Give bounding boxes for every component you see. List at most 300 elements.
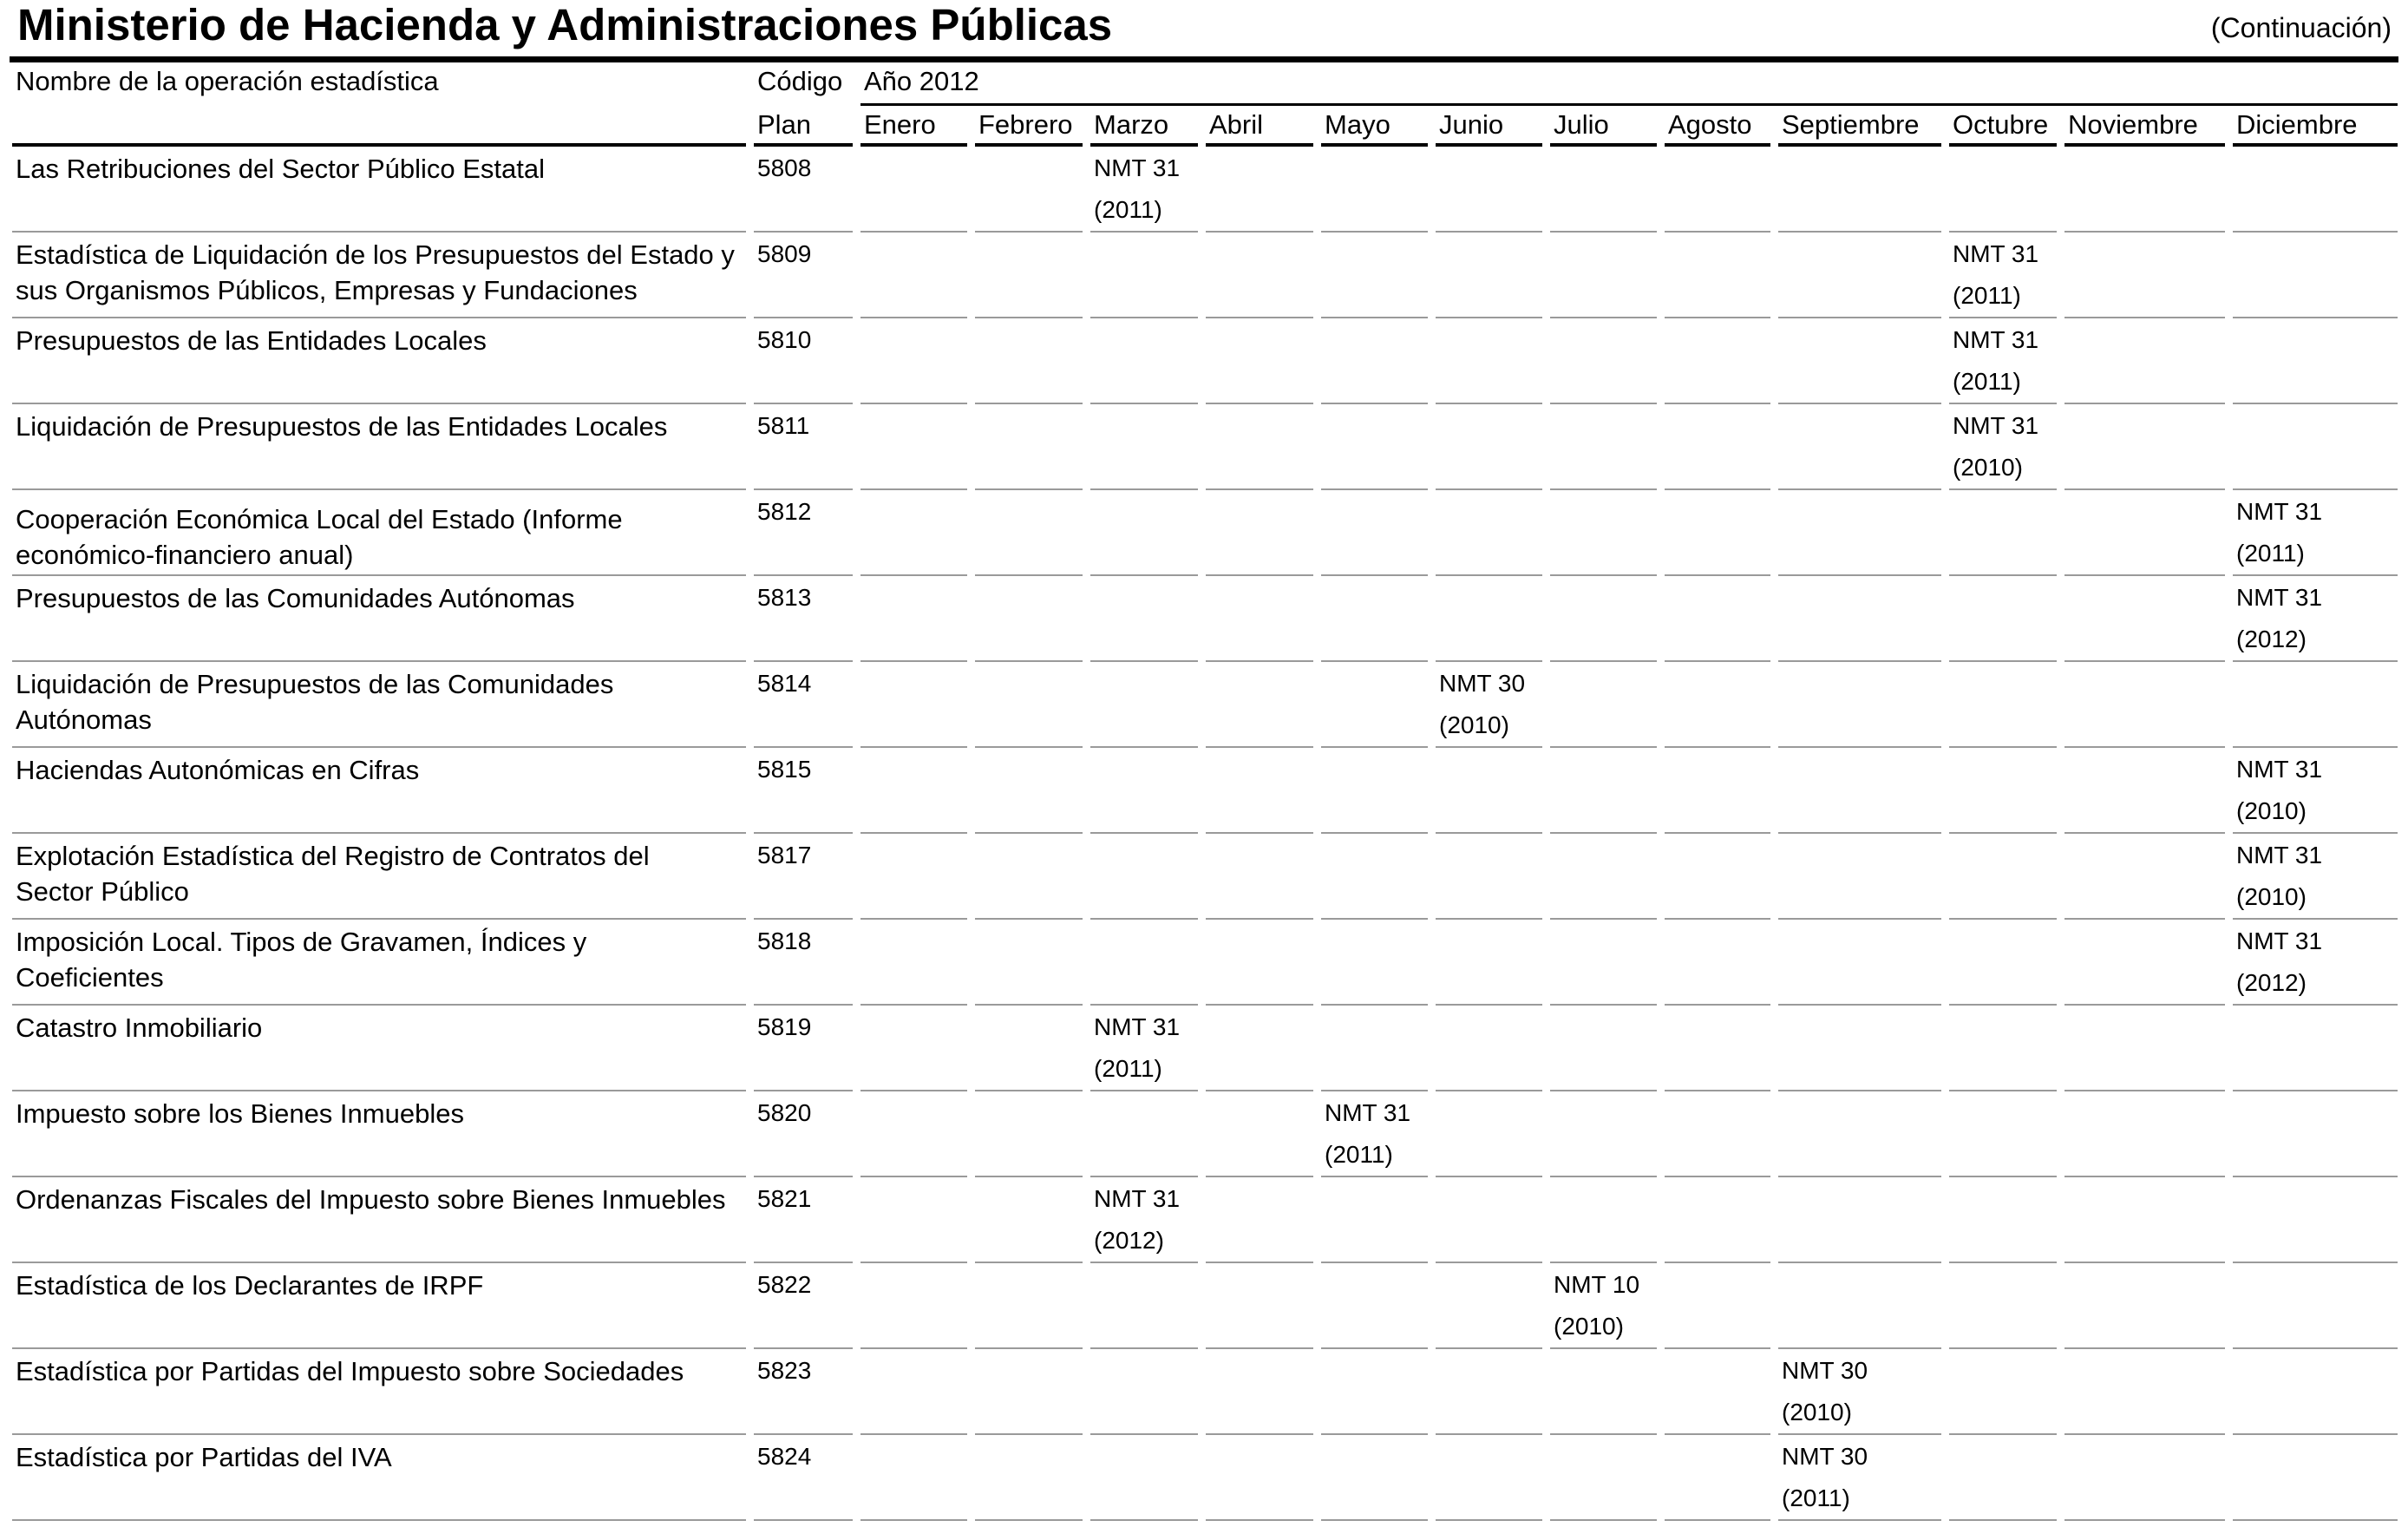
column-header-year: Año 2012	[860, 64, 2398, 106]
month-cell-octubre	[1949, 662, 2057, 748]
table-row	[12, 576, 2398, 662]
release-entry: NMT 31	[1325, 1099, 1411, 1126]
operation-name-cell	[12, 1349, 746, 1435]
month-cell-junio	[1436, 147, 1542, 233]
reference-year: (2011)	[1953, 282, 2021, 309]
month-cell-junio	[1436, 1006, 1542, 1091]
month-cell-abril	[1206, 1435, 1313, 1521]
operation-name-line: Impuesto sobre los Bienes Inmuebles	[16, 1098, 464, 1129]
month-cell-enero	[860, 1006, 967, 1091]
month-cell-septiembre	[1778, 576, 1941, 662]
month-cell-junio	[1436, 1177, 1542, 1263]
month-cell-abril	[1206, 1006, 1313, 1091]
month-cell-noviembre	[2064, 920, 2225, 1006]
month-cell-noviembre	[2064, 1435, 2225, 1521]
column-header-septiembre: Septiembre	[1778, 106, 1941, 147]
reference-year: (2010)	[1953, 454, 2023, 481]
month-cell-diciembre	[2233, 920, 2398, 1006]
month-cell-abril	[1206, 748, 1313, 834]
month-cell-diciembre	[2233, 748, 2398, 834]
month-cell-octubre	[1949, 1435, 2057, 1521]
plan-code: 5815	[754, 748, 853, 834]
reference-year: (2012)	[1094, 1227, 1164, 1254]
month-cell-junio	[1436, 490, 1542, 576]
release-entry: NMT 10	[1554, 1271, 1640, 1298]
reference-year: (2011)	[2236, 540, 2305, 567]
month-cell-abril	[1206, 147, 1313, 233]
month-cell-junio	[1436, 318, 1542, 404]
month-cell-junio	[1436, 576, 1542, 662]
month-cell-noviembre	[2064, 834, 2225, 920]
month-cell-julio	[1550, 748, 1657, 834]
month-cell-marzo	[1090, 576, 1198, 662]
month-cell-julio	[1550, 318, 1657, 404]
operation-name-line: Estadística de Liquidación de los Presupuestos del Estado y	[16, 239, 735, 270]
month-cell-febrero	[975, 233, 1083, 318]
month-cell-noviembre	[2064, 1263, 2225, 1349]
month-cell-junio	[1436, 1263, 1542, 1349]
reference-year: (2012)	[2236, 969, 2307, 996]
month-cell-diciembre	[2233, 1263, 2398, 1349]
month-cell-septiembre	[1778, 1091, 1941, 1177]
month-cell-septiembre	[1778, 1435, 1941, 1521]
plan-code: 5810	[754, 318, 853, 404]
month-cell-octubre	[1949, 404, 2057, 490]
table-row	[12, 1177, 2398, 1263]
reference-year: (2011)	[1094, 1055, 1162, 1082]
month-cell-enero	[860, 1177, 967, 1263]
column-header-mayo: Mayo	[1321, 106, 1428, 147]
release-entry: NMT 31	[2236, 498, 2323, 525]
month-cell-marzo	[1090, 920, 1198, 1006]
operation-name-line: Cooperación Económica Local del Estado (Informe	[16, 504, 623, 534]
month-cell-agosto	[1665, 147, 1770, 233]
table-row	[12, 233, 2398, 318]
month-cell-agosto	[1665, 1177, 1770, 1263]
month-cell-enero	[860, 147, 967, 233]
month-cell-mayo	[1321, 662, 1428, 748]
table-body	[12, 147, 2398, 1521]
month-cell-noviembre	[2064, 662, 2225, 748]
reference-year: (2010)	[1782, 1399, 1852, 1425]
operation-name-cell	[12, 662, 746, 748]
month-cell-febrero	[975, 404, 1083, 490]
month-cell-noviembre	[2064, 1006, 2225, 1091]
release-entry: NMT 31	[1094, 1185, 1181, 1212]
release-entry: NMT 31	[1953, 240, 2039, 267]
month-cell-diciembre	[2233, 1435, 2398, 1521]
month-cell-octubre	[1949, 1006, 2057, 1091]
column-header-octubre: Octubre	[1949, 106, 2057, 147]
month-cell-enero	[860, 576, 967, 662]
table-row	[12, 318, 2398, 404]
month-cell-mayo	[1321, 1177, 1428, 1263]
month-cell-marzo	[1090, 1091, 1198, 1177]
operation-name-line: Explotación Estadística del Registro de Contratos del	[16, 841, 650, 871]
column-header-abril: Abril	[1206, 106, 1313, 147]
month-cell-mayo	[1321, 576, 1428, 662]
month-cell-abril	[1206, 576, 1313, 662]
month-cell-mayo	[1321, 1091, 1428, 1177]
month-cell-agosto	[1665, 834, 1770, 920]
month-cell-mayo	[1321, 1006, 1428, 1091]
plan-code: 5809	[754, 233, 853, 318]
month-cell-octubre	[1949, 233, 2057, 318]
table-row	[12, 1091, 2398, 1177]
month-cell-agosto	[1665, 490, 1770, 576]
month-cell-septiembre	[1778, 662, 1941, 748]
operation-name-cell	[12, 147, 746, 233]
operation-name-line: Imposición Local. Tipos de Gravamen, Índices y	[16, 927, 587, 957]
operation-name-cell	[12, 233, 746, 318]
month-cell-mayo	[1321, 748, 1428, 834]
month-cell-diciembre	[2233, 1177, 2398, 1263]
month-cell-marzo	[1090, 318, 1198, 404]
operation-name-cell	[12, 318, 746, 404]
table-row	[12, 404, 2398, 490]
month-cell-mayo	[1321, 404, 1428, 490]
plan-code: 5813	[754, 576, 853, 662]
month-cell-diciembre	[2233, 147, 2398, 233]
month-cell-septiembre	[1778, 233, 1941, 318]
month-cell-febrero	[975, 147, 1083, 233]
table-row	[12, 748, 2398, 834]
operation-name-line: sus Organismos Públicos, Empresas y Fundaciones	[16, 275, 638, 305]
month-cell-noviembre	[2064, 233, 2225, 318]
release-entry: NMT 30	[1782, 1357, 1868, 1384]
column-header-junio: Junio	[1436, 106, 1542, 147]
month-cell-noviembre	[2064, 748, 2225, 834]
operation-name-cell	[12, 1006, 746, 1091]
month-cell-marzo	[1090, 748, 1198, 834]
month-cell-enero	[860, 1263, 967, 1349]
month-cell-julio	[1550, 1006, 1657, 1091]
month-cell-junio	[1436, 1091, 1542, 1177]
operation-name-cell	[12, 1091, 746, 1177]
month-cell-septiembre	[1778, 920, 1941, 1006]
month-cell-diciembre	[2233, 1006, 2398, 1091]
month-cell-abril	[1206, 662, 1313, 748]
operation-name-cell	[12, 1435, 746, 1521]
month-cell-agosto	[1665, 662, 1770, 748]
reference-year: (2010)	[2236, 797, 2307, 824]
month-cell-febrero	[975, 1091, 1083, 1177]
month-cell-septiembre	[1778, 1177, 1941, 1263]
month-cell-marzo	[1090, 404, 1198, 490]
month-cell-enero	[860, 404, 967, 490]
operation-name-cell	[12, 1263, 746, 1349]
operation-name-line: Haciendas Autonómicas en Cifras	[16, 755, 420, 785]
month-cell-diciembre	[2233, 404, 2398, 490]
month-cell-agosto	[1665, 1263, 1770, 1349]
reference-year: (2010)	[1554, 1313, 1624, 1340]
month-cell-diciembre	[2233, 576, 2398, 662]
month-cell-enero	[860, 748, 967, 834]
month-cell-julio	[1550, 147, 1657, 233]
month-cell-junio	[1436, 1435, 1542, 1521]
month-cell-septiembre	[1778, 318, 1941, 404]
month-cell-septiembre	[1778, 834, 1941, 920]
month-cell-marzo	[1090, 1263, 1198, 1349]
month-cell-agosto	[1665, 1349, 1770, 1435]
month-cell-julio	[1550, 834, 1657, 920]
month-cell-junio	[1436, 662, 1542, 748]
month-cell-octubre	[1949, 490, 2057, 576]
table-row	[12, 1349, 2398, 1435]
month-cell-marzo	[1090, 490, 1198, 576]
month-cell-julio	[1550, 1435, 1657, 1521]
month-cell-octubre	[1949, 748, 2057, 834]
release-entry: NMT 31	[2236, 756, 2323, 783]
plan-code: 5821	[754, 1177, 853, 1263]
month-cell-diciembre	[2233, 490, 2398, 576]
table-row	[12, 834, 2398, 920]
release-entry: NMT 31	[1094, 1013, 1181, 1040]
month-cell-julio	[1550, 920, 1657, 1006]
month-cell-julio	[1550, 233, 1657, 318]
month-cell-julio	[1550, 1177, 1657, 1263]
operation-name-cell	[12, 576, 746, 662]
operation-name-line: Ordenanzas Fiscales del Impuesto sobre Bienes Inmuebles	[16, 1184, 726, 1215]
month-cell-agosto	[1665, 576, 1770, 662]
release-entry: NMT 31	[2236, 927, 2323, 954]
month-cell-febrero	[975, 1263, 1083, 1349]
month-cell-abril	[1206, 1263, 1313, 1349]
month-cell-febrero	[975, 834, 1083, 920]
table-row	[12, 1006, 2398, 1091]
operation-name-line: Estadística por Partidas del IVA	[16, 1442, 392, 1472]
month-cell-julio	[1550, 404, 1657, 490]
month-cell-marzo	[1090, 1177, 1198, 1263]
table-row	[12, 1435, 2398, 1521]
month-cell-diciembre	[2233, 1091, 2398, 1177]
month-cell-noviembre	[2064, 318, 2225, 404]
operation-name-cell	[12, 920, 746, 1006]
column-header-plan: Plan	[754, 106, 853, 147]
plan-code: 5819	[754, 1006, 853, 1091]
month-cell-noviembre	[2064, 576, 2225, 662]
table-row	[12, 920, 2398, 1006]
continuation-label: (Continuación)	[2210, 12, 2392, 43]
month-cell-abril	[1206, 404, 1313, 490]
month-cell-octubre	[1949, 147, 2057, 233]
operation-name-line: Las Retribuciones del Sector Público Estatal	[16, 154, 545, 184]
month-cell-septiembre	[1778, 147, 1941, 233]
operation-name-line: Estadística de los Declarantes de IRPF	[16, 1270, 484, 1301]
month-cell-enero	[860, 920, 967, 1006]
month-cell-mayo	[1321, 233, 1428, 318]
operation-name-line: Coeficientes	[16, 962, 164, 993]
operation-name-line: económico-financiero anual)	[16, 540, 354, 570]
month-cell-septiembre	[1778, 1263, 1941, 1349]
month-cell-febrero	[975, 920, 1083, 1006]
operation-name-cell	[12, 404, 746, 490]
month-cell-octubre	[1949, 318, 2057, 404]
table-row	[12, 662, 2398, 748]
month-cell-septiembre	[1778, 490, 1941, 576]
month-cell-junio	[1436, 233, 1542, 318]
month-cell-abril	[1206, 920, 1313, 1006]
month-cell-enero	[860, 233, 967, 318]
month-cell-julio	[1550, 1091, 1657, 1177]
month-cell-octubre	[1949, 1091, 2057, 1177]
plan-code: 5817	[754, 834, 853, 920]
month-cell-octubre	[1949, 1349, 2057, 1435]
month-cell-febrero	[975, 1006, 1083, 1091]
reference-year: (2011)	[1782, 1484, 1850, 1511]
table-header-row-bottom	[12, 106, 2398, 147]
month-cell-marzo	[1090, 662, 1198, 748]
month-cell-junio	[1436, 834, 1542, 920]
plan-code: 5822	[754, 1263, 853, 1349]
operation-name-cell	[12, 1177, 746, 1263]
month-cell-agosto	[1665, 1091, 1770, 1177]
operation-name-line: Liquidación de Presupuestos de las Comunidades	[16, 669, 614, 699]
month-cell-octubre	[1949, 576, 2057, 662]
operation-name-cell	[12, 490, 746, 576]
month-cell-junio	[1436, 1349, 1542, 1435]
month-cell-enero	[860, 834, 967, 920]
month-cell-febrero	[975, 318, 1083, 404]
header-rule	[10, 56, 2398, 62]
month-cell-octubre	[1949, 1177, 2057, 1263]
reference-year: (2011)	[1094, 196, 1162, 223]
month-cell-marzo	[1090, 1349, 1198, 1435]
month-cell-mayo	[1321, 318, 1428, 404]
plan-code: 5812	[754, 490, 853, 576]
month-cell-marzo	[1090, 834, 1198, 920]
month-cell-julio	[1550, 662, 1657, 748]
month-cell-agosto	[1665, 404, 1770, 490]
month-cell-mayo	[1321, 490, 1428, 576]
statistics-calendar-table	[12, 64, 2398, 1521]
operation-name-line: Catastro Inmobiliario	[16, 1013, 263, 1043]
month-cell-mayo	[1321, 1263, 1428, 1349]
column-header-code: Código	[757, 66, 843, 96]
month-cell-marzo	[1090, 233, 1198, 318]
month-cell-abril	[1206, 318, 1313, 404]
month-cell-enero	[860, 662, 967, 748]
column-header-operation: Nombre de la operación estadística	[16, 66, 439, 96]
month-cell-junio	[1436, 404, 1542, 490]
month-cell-marzo	[1090, 147, 1198, 233]
month-cell-julio	[1550, 1349, 1657, 1435]
month-cell-enero	[860, 318, 967, 404]
month-cell-diciembre	[2233, 662, 2398, 748]
month-cell-febrero	[975, 1349, 1083, 1435]
month-cell-agosto	[1665, 1435, 1770, 1521]
month-cell-septiembre	[1778, 748, 1941, 834]
month-cell-agosto	[1665, 1006, 1770, 1091]
month-cell-agosto	[1665, 318, 1770, 404]
month-cell-mayo	[1321, 147, 1428, 233]
month-cell-mayo	[1321, 1349, 1428, 1435]
reference-year: (2012)	[2236, 626, 2307, 652]
operation-name-line: Presupuestos de las Comunidades Autónomas	[16, 583, 575, 613]
month-cell-agosto	[1665, 920, 1770, 1006]
month-cell-septiembre	[1778, 1349, 1941, 1435]
reference-year: (2011)	[1325, 1141, 1393, 1168]
table-header-row-top	[12, 64, 2398, 106]
plan-code: 5814	[754, 662, 853, 748]
release-entry: NMT 31	[1953, 326, 2039, 353]
month-cell-julio	[1550, 576, 1657, 662]
release-entry: NMT 31	[2236, 842, 2323, 868]
month-cell-marzo	[1090, 1006, 1198, 1091]
month-cell-noviembre	[2064, 1177, 2225, 1263]
column-header-agosto: Agosto	[1665, 106, 1770, 147]
month-cell-noviembre	[2064, 147, 2225, 233]
column-header-noviembre: Noviembre	[2064, 106, 2225, 147]
month-cell-febrero	[975, 1435, 1083, 1521]
column-header-operation-underline	[12, 106, 746, 147]
plan-code: 5808	[754, 147, 853, 233]
column-header-marzo: Marzo	[1090, 106, 1198, 147]
month-cell-diciembre	[2233, 834, 2398, 920]
month-cell-marzo	[1090, 1435, 1198, 1521]
month-cell-abril	[1206, 1091, 1313, 1177]
operation-name-cell	[12, 834, 746, 920]
operation-name-cell	[12, 748, 746, 834]
month-cell-julio	[1550, 1263, 1657, 1349]
month-cell-enero	[860, 490, 967, 576]
release-entry: NMT 30	[1782, 1443, 1868, 1470]
month-cell-abril	[1206, 1349, 1313, 1435]
month-cell-octubre	[1949, 920, 2057, 1006]
month-cell-febrero	[975, 662, 1083, 748]
release-entry: NMT 30	[1439, 670, 1526, 697]
release-entry: NMT 31	[2236, 584, 2323, 611]
month-cell-diciembre	[2233, 233, 2398, 318]
month-cell-abril	[1206, 233, 1313, 318]
month-cell-junio	[1436, 920, 1542, 1006]
month-cell-mayo	[1321, 834, 1428, 920]
release-entry: NMT 31	[1094, 154, 1181, 181]
page-title: Ministerio de Hacienda y Administraciones Públicas	[17, 0, 1113, 49]
column-header-febrero: Febrero	[975, 106, 1083, 147]
month-cell-mayo	[1321, 1435, 1428, 1521]
plan-code: 5823	[754, 1349, 853, 1435]
month-cell-enero	[860, 1091, 967, 1177]
table-row	[12, 1263, 2398, 1349]
plan-code: 5811	[754, 404, 853, 490]
plan-code: 5818	[754, 920, 853, 1006]
plan-code: 5824	[754, 1435, 853, 1521]
month-cell-junio	[1436, 748, 1542, 834]
column-header-julio: Julio	[1550, 106, 1657, 147]
month-cell-septiembre	[1778, 1006, 1941, 1091]
operation-name-line: Liquidación de Presupuestos de las Entidades Locales	[16, 411, 668, 442]
month-cell-diciembre	[2233, 318, 2398, 404]
month-cell-abril	[1206, 834, 1313, 920]
plan-code: 5820	[754, 1091, 853, 1177]
month-cell-febrero	[975, 490, 1083, 576]
reference-year: (2010)	[2236, 883, 2307, 910]
month-cell-mayo	[1321, 920, 1428, 1006]
release-entry: NMT 31	[1953, 412, 2039, 439]
operation-name-line: Sector Público	[16, 876, 189, 907]
month-cell-septiembre	[1778, 404, 1941, 490]
month-cell-octubre	[1949, 1263, 2057, 1349]
month-cell-enero	[860, 1435, 967, 1521]
month-cell-abril	[1206, 1177, 1313, 1263]
column-header-diciembre: Diciembre	[2233, 106, 2398, 147]
month-cell-enero	[860, 1349, 967, 1435]
month-cell-noviembre	[2064, 404, 2225, 490]
operation-name-line: Autónomas	[16, 705, 152, 735]
reference-year: (2011)	[1953, 368, 2021, 395]
table-row	[12, 490, 2398, 576]
